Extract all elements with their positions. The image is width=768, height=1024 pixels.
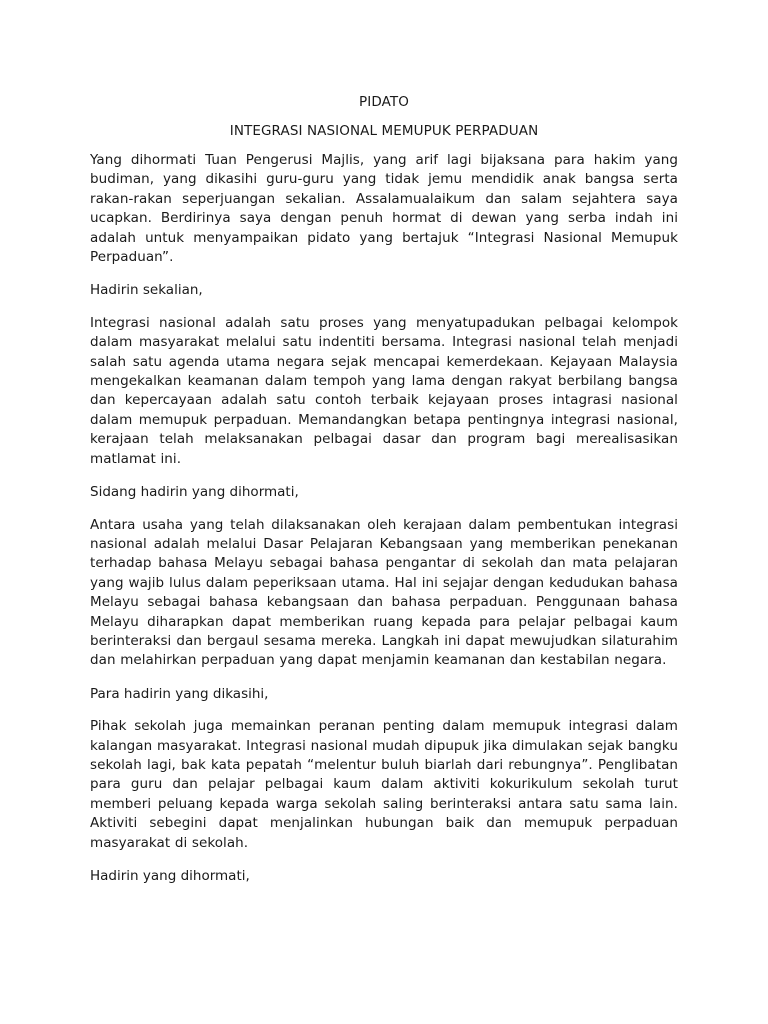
greeting-para-hadirin: Para hadirin yang dikasihi, (90, 685, 269, 702)
paragraph-integrasi-nasional: Integrasi nasional adalah satu proses yang menyatupadukan pelbagai kelompok dalam masyarakat melalui satu indentiti bersama. Integrasi nasional telah menjadi salah satu agenda utama negara sejak mencapai kemerdekaan. Kejayaan Malaysia mengekalkan keamanan dalam tempoh yang lama dengan rakyat berbilang bangsa dan kepercayaan adalah satu contoh terbaik kejayaan proses intagrasi nasional dalam memupuk perpaduan. Memandangkan betapa pentingnya integrasi nasional, kerajaan telah melaksanakan pelbagai dasar dan program bagi merealisasikan matlamat ini. (90, 314, 678, 467)
greeting-sidang-hadirin: Sidang hadirin yang dihormati, (90, 484, 299, 501)
document-body (90, 94, 678, 899)
paragraph-dasar-pelajaran: Antara usaha yang telah dilaksanakan oleh kerajaan dalam pembentukan integrasi nasional adalah melalui Dasar Pelajaran Kebangsaan yang memberikan penekanan terhadap bahasa Melayu sebagai bahasa pengantar di sekolah dan mata pelajaran yang wajib lulus dalam peperiksaan utama. Hal ini sejajar dengan kedudukan bahasa Melayu sebagai bahasa kebangsaan dan bahasa perpaduan. Penggunaan bahasa Melayu diharapkan dapat memberikan ruang kepada para pelajar pelbagai kaum berinteraksi dan bergaul sesama mereka. Langkah ini dapat mewujudkan silaturahim dan melahirkan perpaduan yang dapat menjamin keamanan dan kestabilan negara. (90, 516, 678, 669)
document-subtitle: INTEGRASI NASIONAL MEMUPUK PERPADUAN (229, 123, 539, 139)
greeting-hadirin-dihormati: Hadirin yang dihormati, (90, 868, 250, 884)
document-title: PIDATO (359, 94, 409, 110)
greeting-hadirin-sekalian: Hadirin sekalian, (90, 282, 203, 299)
paragraph-pihak-sekolah: Pihak sekolah juga memainkan peranan penting dalam memupuk integrasi dalam kalangan masyarakat. Integrasi nasional mudah dipupuk jika dimulakan sejak bangku sekolah lagi, bak kata pepatah “melentur buluh biarlah dari rebungnya”. Penglibatan para guru dan pelajar pelbagai kaum dalam aktiviti kokurikulum sekolah turut memberi peluang kepada warga sekolah saling berinteraksi antara satu sama lain. Aktiviti sebegini dapat menjalinkan hubungan baik dan memupuk perpaduan masyarakat di sekolah. (90, 718, 678, 851)
paragraph-opening: Yang dihormati Tuan Pengerusi Majlis, yang arif lagi bijaksana para hakim yang budiman, yang dikasihi guru-guru yang tidak jemu mendidik anak bangsa serta rakan-rakan seperjuangan sekalian. Assalamualaikum dan salam sejahtera saya ucapkan. Berdirinya saya dengan penuh hormat di dewan yang serba indah ini adalah untuk menyampaikan pidato yang bertajuk “Integrasi Nasional Memupuk Perpaduan”. (90, 152, 678, 266)
